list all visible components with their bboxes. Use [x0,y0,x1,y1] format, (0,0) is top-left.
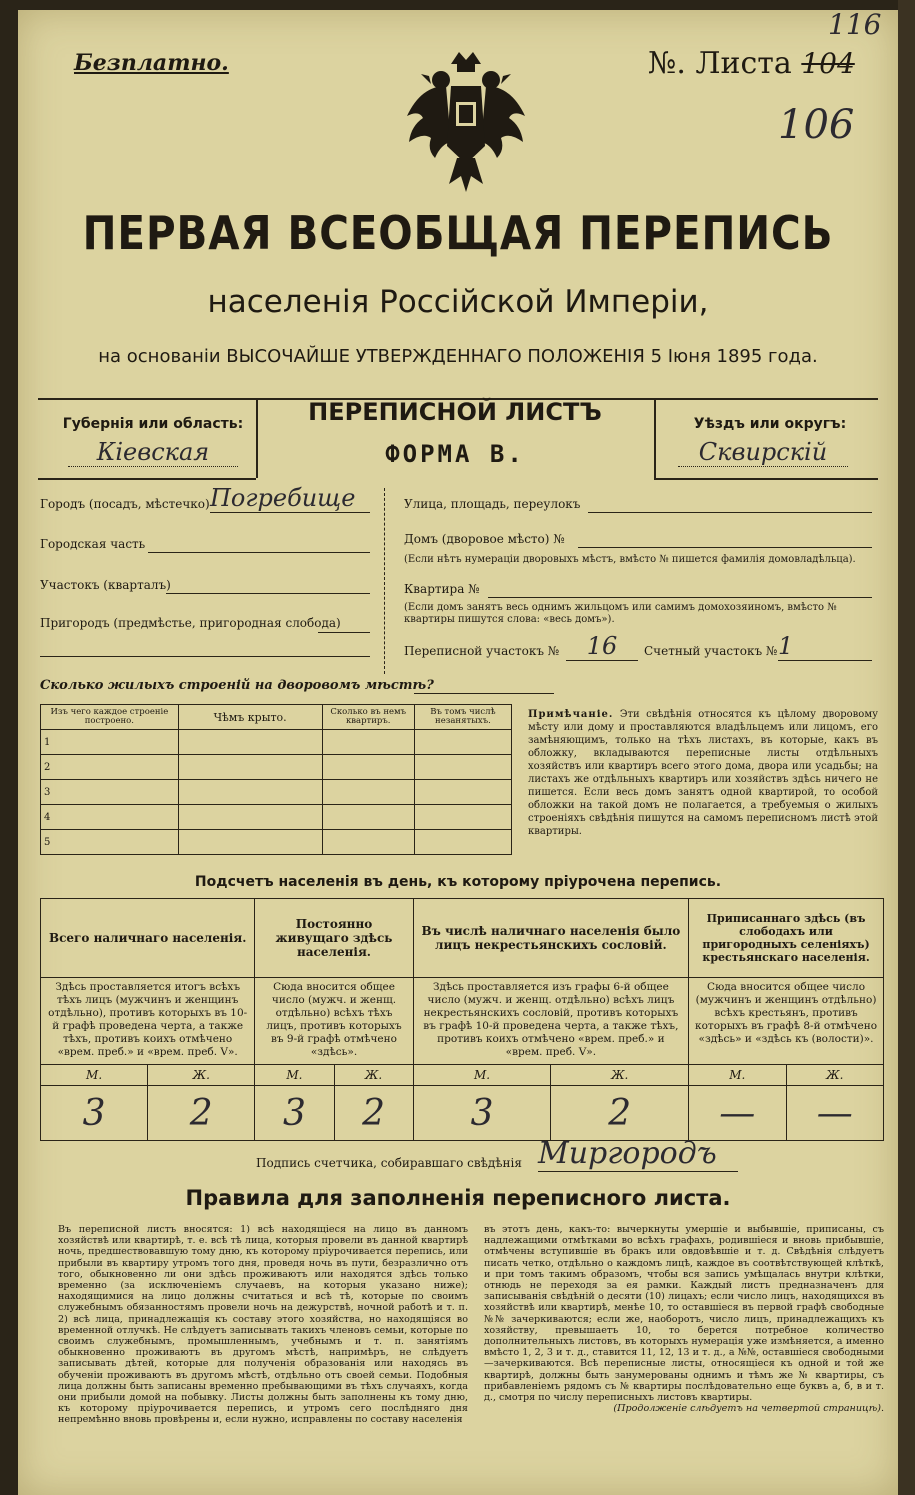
sheet-number-crossed: 104 [801,47,855,80]
male-label: М. [413,1065,551,1086]
city-part-line [148,552,370,553]
table-row: 2 [41,755,512,780]
dark-edge [898,0,915,1495]
value-peasant-female: — [786,1086,883,1141]
dom-note: (Если нѣтъ нумераціи дворовыхъ мѣстъ, вмѣсто № пишется фамилія домовладѣльца). [404,554,856,565]
rules-right [484,1224,884,1414]
prigorod-line-2 [40,656,370,657]
col-permanent: Постоянно живущаго здѣсь населенія. [255,899,413,978]
table-row: 1 [41,730,512,755]
dom-label: Домъ (дворовое мѣсто) № [404,532,565,546]
male-label: М. [41,1065,148,1086]
divider [384,488,386,674]
perepisnoy-label: Переписной участокъ № [404,644,560,658]
female-label: Ж. [334,1065,413,1086]
gubernia-label: Губернія или область: [62,416,244,432]
male-label: М. [255,1065,334,1086]
female-label: Ж. [148,1065,255,1086]
street-label: Улица, площадь, переулокъ [404,497,581,511]
value-permanent-female: 2 [334,1086,413,1141]
street-line [588,512,872,513]
buildings-line [414,693,554,694]
desc-total-present: Здѣсь проставляется итогъ всѣхъ тѣхъ лицъ (мужчинъ и женщинъ отдѣльно), противъ которыхъ въ 10-й графѣ проведена черта, а также тѣхъ, противъ коихъ отмѣчено «врем. преб.» и «врем. преб. V». [41,978,255,1065]
rules-title: Правила для заполненія переписного листа. [185,1186,731,1210]
imperial-eagle-icon [401,46,531,196]
signature-value: Миргородъ [538,1136,738,1172]
rules-continued: (Продолженіе слѣдуетъ на четвертой страницѣ). [613,1403,884,1415]
table-row: 3 [41,780,512,805]
uchastok-line [166,593,370,594]
sheet-label: №. Листа [648,46,792,81]
table-row: 4 [41,805,512,830]
city-part-label: Городская часть [40,537,146,551]
schetny-label: Счетный участокъ № [644,644,778,658]
city-value: Погребище [210,484,370,513]
census-form-page [18,10,898,1495]
rules-left: Въ переписной листъ вносятся: 1) всѣ находящіеся на лицо въ данномъ хозяйствѣ или квартирѣ, т. е. всѣ тѣ лица, которыя провели въ данной квартирѣ ночь, предшествовавшую тому дню, къ которому пріурочивается перепись, или прибыли въ квартиру утромъ того дня, проведя ночь въ пути, безразлично отъ того, обыкновенно ли они здѣсь проживаютъ или находятся здѣсь только временно (за исключеніемъ случаевъ, на которыя указано ниже); находящимися на лицо должны считаться и всѣ тѣ, которые по своимъ служебнымъ обязанностямъ провели ночь на дежурствѣ, ночной работѣ и т. п. 2) всѣ лица, принадлежащія къ составу этого хозяйства, но находящіяся во временной отлучкѣ. Не слѣдуетъ записывать такихъ членовъ семьи, которые по своимъ служебнымъ, промышленнымъ, учебнымъ и т. п. занятіямъ обыкновенно проживаютъ въ другомъ мѣстѣ, напримѣръ, не слѣдуетъ записывать дѣтей, которые для полученія образованія или находясь въ обученіи проживаютъ въ другомъ мѣстѣ, отдѣльно отъ своей семьи. Подобныя лица должны быть записаны временно пребывающими въ тѣхъ случаяхъ, когда они прибыли домой на побывку. Листы должны быть заполнены къ тому дню, къ которому пріурочивается перепись, и утромъ сего послѣдняго дня непремѣнно вновь провѣрены и, если нужно, исправлены по составу населенія [58,1224,468,1426]
prigorod-label: Пригородъ (предмѣстье, пригородная слобода) [40,616,341,630]
note-title: Примѣчаніе. [528,709,614,720]
value-non-peasant-female: 2 [551,1086,689,1141]
uchastok-label: Участокъ (кварталъ) [40,578,171,592]
signature-label: Подпись счетчика, собиравшаго свѣдѣнія [256,1156,522,1170]
gubernia-value: Кіевская [68,438,238,467]
col-peasant: Приписаннаго здѣсь (въ слободахъ или пригородныхъ селеніяхъ) крестьянскаго населенія. [689,899,884,978]
value-non-peasant-male: 3 [413,1086,551,1141]
count-table [40,898,884,1141]
form-name: ФОРМА В. [385,440,525,468]
kvartira-note: (Если домъ занятъ весь однимъ жильцомъ или самимъ домохозяиномъ, вмѣсто № квартиры пишутся слова: «весь домъ»). [404,602,837,625]
city-label: Городъ (посадъ, мѣстечко) [40,497,210,511]
count-title: Подсчетъ населенія въ день, къ которому пріурочена перепись. [194,874,722,890]
uezd-value: Сквирскій [678,438,848,467]
decree-line: на основаніи ВЫСОЧАЙШЕ УТВЕРЖДЕННАГО ПОЛОЖЕНІЯ 5 Іюня 1895 года. [98,346,818,367]
buildings-question: Сколько жилыхъ строеній на дворовомъ мѣстѣ? [40,678,434,693]
table-row: 5 [41,830,512,855]
divider [654,478,878,480]
col-total-present: Всего наличнаго населенія. [41,899,255,978]
sheet-number [648,46,855,81]
value-permanent-male: 3 [255,1086,334,1141]
handwritten-top-number: 116 [828,10,882,41]
value-total-male: 3 [41,1086,148,1141]
note-text: Эти свѣдѣнія относятся къ цѣлому дворовому мѣсту или дому и проставляются владѣльцемъ или лицомъ, его замѣняющимъ, только на тѣхъ листахъ, въ которые, какъ въ обложку, вкладываются переписные листы отдѣльныхъ хозяйствъ или квартиръ всего этого дома, двора или усадьбы; на листахъ же отдѣльныхъ квартиръ или хозяйствъ здѣсь ничего не пишется. Если весь домъ занятъ одной квартирой, то особой обложки на такой домъ не полагается, а требуемыя о жилыхъ строеніяхъ свѣдѣнія пишутся на самомъ переписномъ листѣ этой квартиры. [528,709,878,837]
col-non-peasant: Въ числѣ наличнаго населенія было лицъ некрестьянскихъ сословій. [413,899,688,978]
male-label: М. [689,1065,786,1086]
value-peasant-male: — [689,1086,786,1141]
divider [654,398,656,478]
female-label: Ж. [786,1065,883,1086]
female-label: Ж. [551,1065,689,1086]
desc-permanent: Сюда вносится общее число (мужч. и женщ. отдѣльно) всѣхъ тѣхъ лицъ, противъ которыхъ въ 9-й графѣ отмѣчено «здѣсь». [255,978,413,1065]
dom-line [578,547,872,548]
kvartira-line [488,597,872,598]
desc-non-peasant: Здѣсь проставляется изъ графы 6-й общее число (мужч. и женщ. отдѣльно) всѣхъ лицъ некрестьянскихъ сословій, противъ которыхъ въ графѣ 10-й проведена черта, а также тѣхъ, противъ коихъ отмѣчено «врем. преб.» и «врем. преб. V». [413,978,688,1065]
subtitle: населенія Россійской Имперіи, [207,284,709,320]
main-title: ПЕРВАЯ ВСЕОБЩАЯ ПЕРЕПИСЬ [82,206,834,260]
sheet-title: ПЕРЕПИСНОЙ ЛИСТЪ [308,398,602,426]
schetny-value: 1 [778,632,872,661]
rules-right-text: въ этотъ день, какъ-то: вычеркнуты умершіе и выбывшіе, приписаны, съ надлежащими отмѣтками во всѣхъ графахъ, родившіеся и вновь прибывшіе, отмѣчены вступившіе въ бракъ или овдовѣвшіе и т. д. Свѣдѣнія слѣдуетъ писать четко, отдѣльно о каждомъ лицѣ, каждое въ соотвѣтствующей клѣткѣ, и при томъ такимъ образомъ, чтобы вся запись умѣщалась внутри клѣтки, отнюдь не переходя за ея рамки. Каждый листъ предназначенъ для записыванія свѣдѣній о десяти (10) лицахъ; если число лицъ, находящихся въ хозяйствѣ или квартирѣ, менѣе 10, то оставшіеся въ первой графѣ свободные №№ зачеркиваются; если же, наоборотъ, число лицъ, принадлежащихъ къ хозяйству, превышаетъ 10, то берется потребное количество дополнительныхъ листовъ, въ которыхъ нумерація уже измѣняется, а именно вмѣсто 1, 2, 3 и т. д., ставится 11, 12, 13 и т. д., а №№, оставшіеся свободными—зачеркиваются. Всѣ переписные листы, относящіеся къ одной и той же квартирѣ, должны быть занумерованы однимъ и тѣмъ же № квартиры, съ прибавленіемъ рядомъ съ № квартиры послѣдовательно еще буквъ а, б, в и т. д., смотря по числу переписныхъ листовъ квартиры. [484,1224,884,1404]
divider [38,478,256,480]
col-material: Изъ чего каждое строеніе построено. [41,705,179,730]
uezd-label: Уѣздъ или округъ: [693,416,847,432]
col-apartments: Сколько въ немъ квартиръ. [322,705,414,730]
handwritten-sheet-number: 106 [778,102,855,148]
buildings-table [40,704,512,855]
buildings-note [528,708,878,838]
value-total-female: 2 [148,1086,255,1141]
prigorod-line [318,632,370,633]
col-vacant: Въ томъ числѣ незанятыхъ. [414,705,511,730]
kvartira-label: Квартира № [404,582,480,596]
free-label: Безплатно. [74,50,229,76]
col-roof: Чѣмъ крыто. [178,705,322,730]
perepisnoy-value: 16 [566,632,638,661]
desc-peasant: Сюда вносится общее число (мужчинъ и женщинъ отдѣльно) всѣхъ крестьянъ, противъ которыхъ въ графѣ 8-й отмѣчено «здѣсь» и «здѣсь къ (волости)». [689,978,884,1065]
